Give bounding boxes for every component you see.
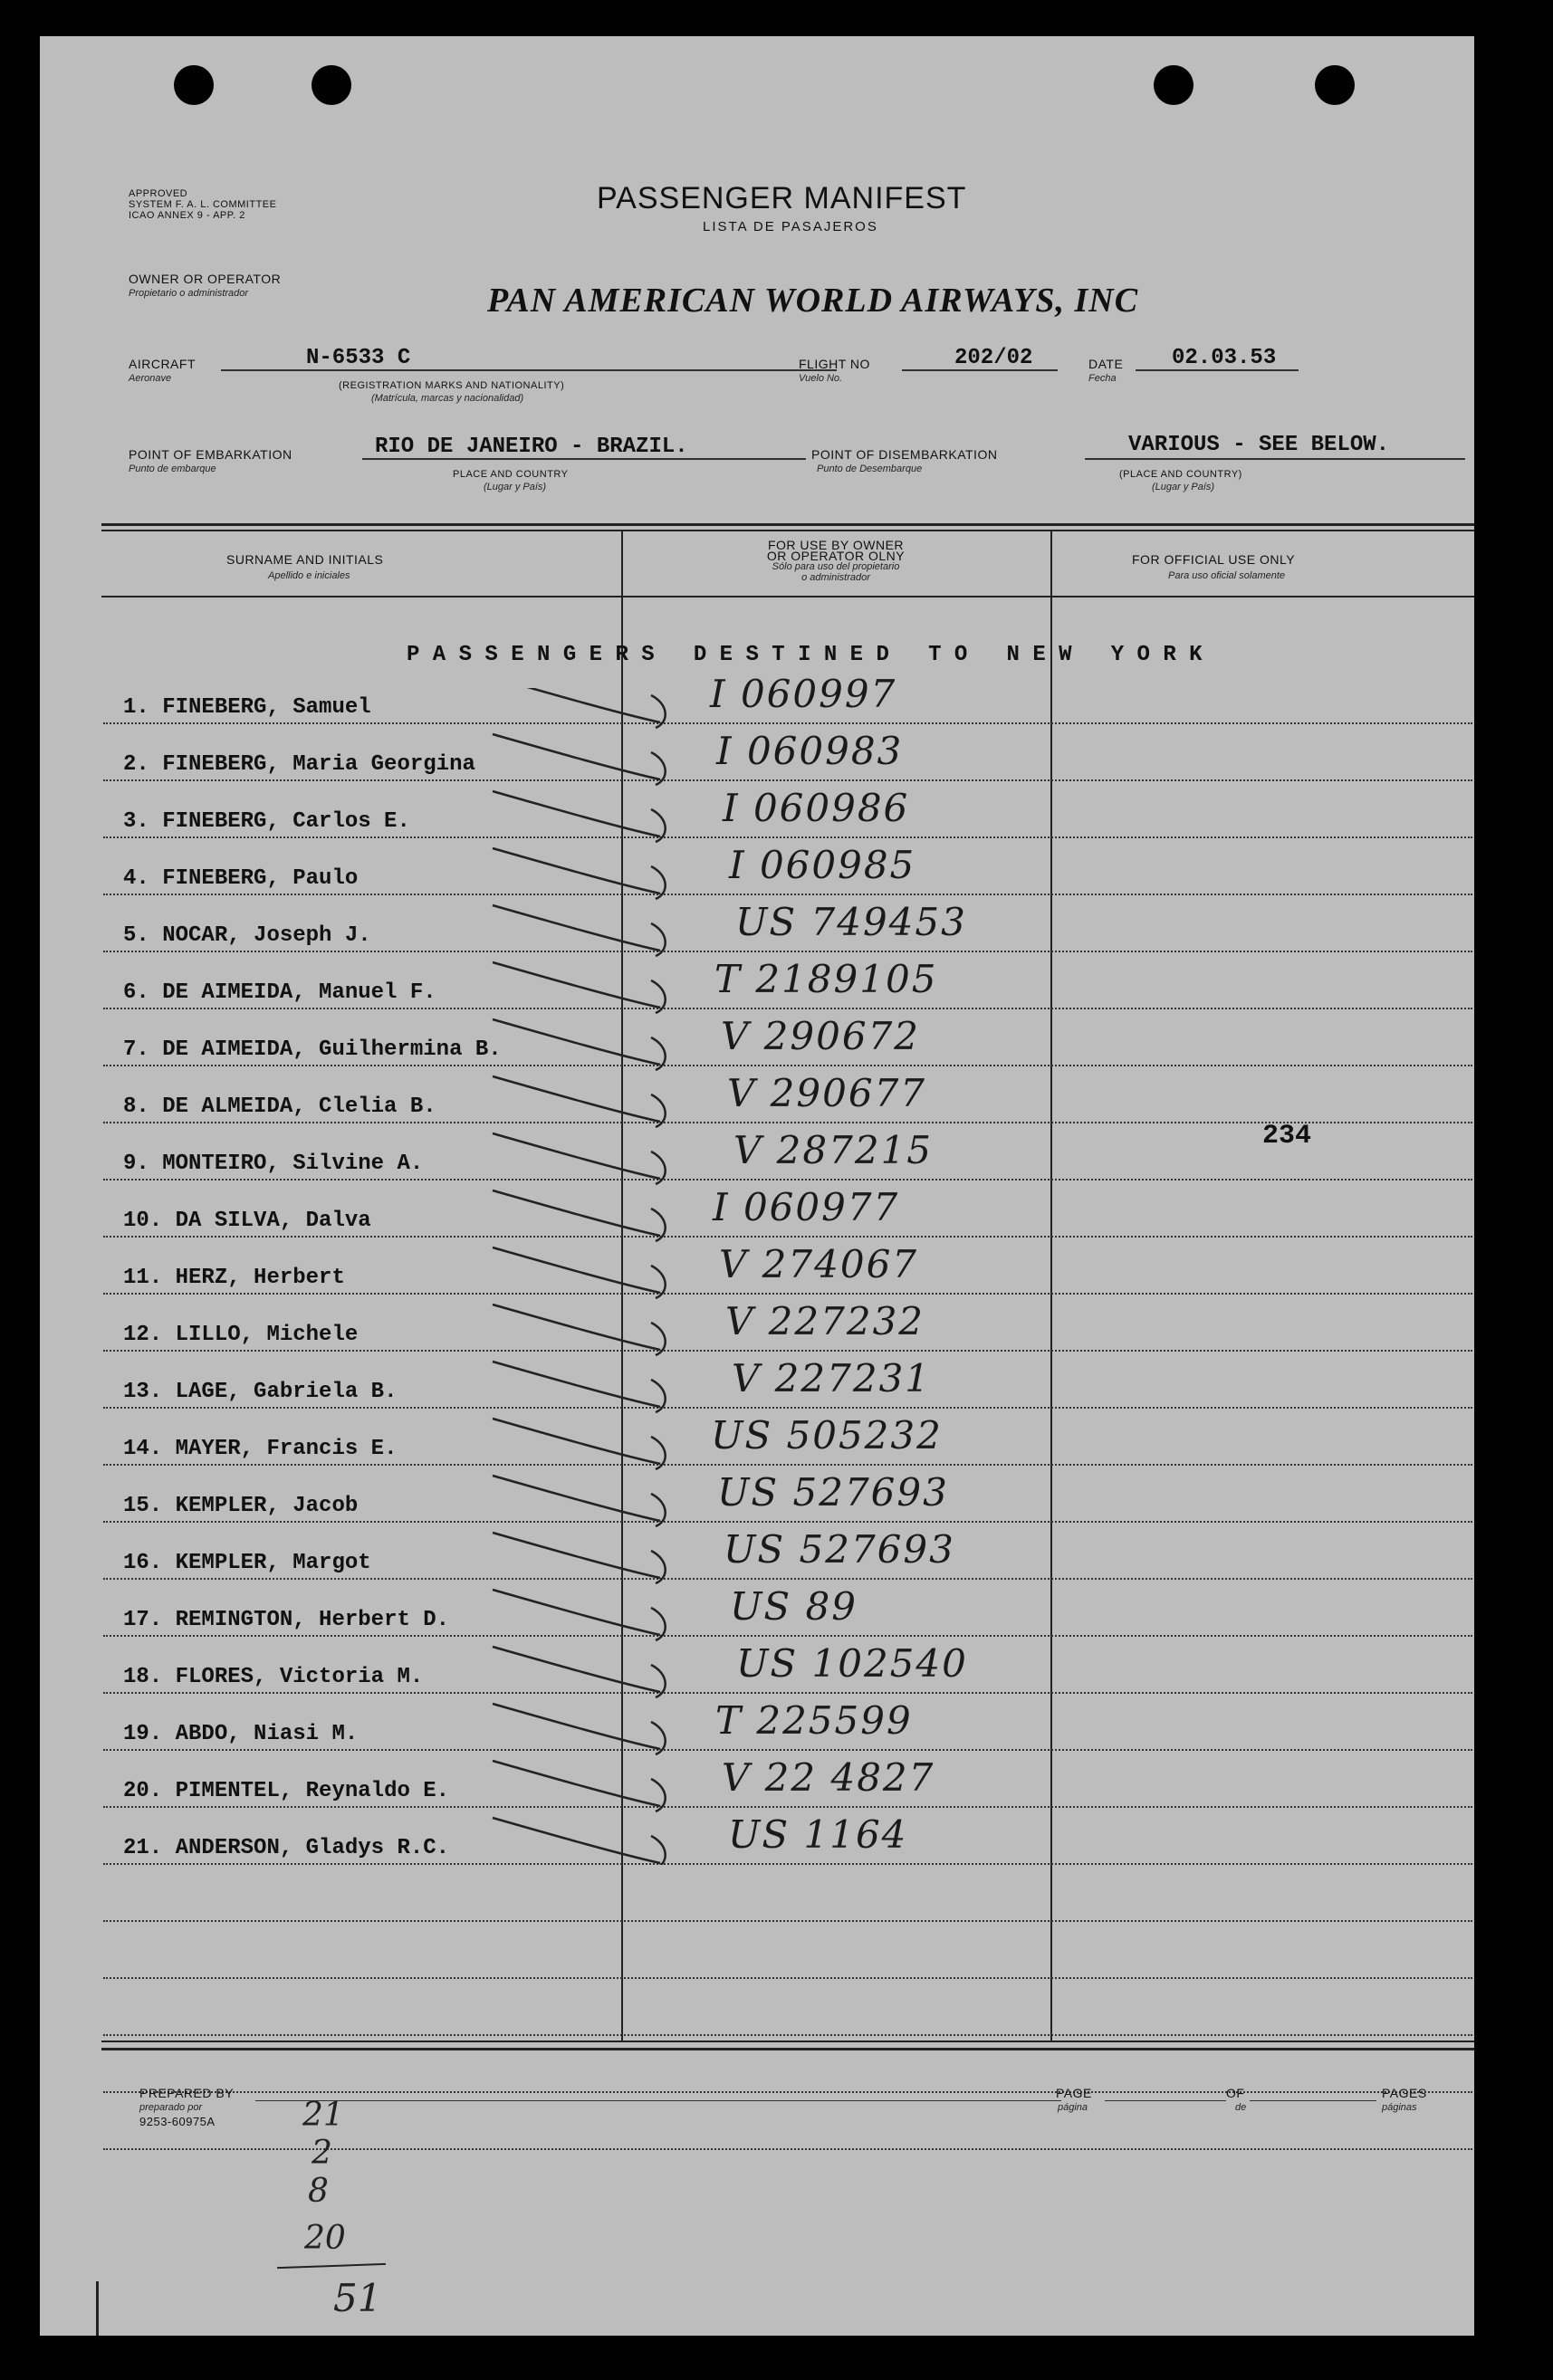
row-rule	[103, 1863, 1472, 1865]
passenger-name	[123, 1608, 449, 1632]
passenger-document-number: V 274067	[719, 1242, 919, 1286]
approval-line: ICAO ANNEX 9 - APP. 2	[129, 210, 245, 221]
flight-label: FLIGHT NO	[799, 357, 870, 371]
passenger-name	[123, 980, 436, 1005]
passenger-surname-initials: MONTEIRO, Silvine A.	[162, 1152, 424, 1176]
col-official-label: FOR OFFICIAL USE ONLY	[1132, 552, 1296, 567]
approval-line: SYSTEM F. A. L. COMMITTEE	[129, 199, 277, 210]
passenger-surname-initials: FINEBERG, Maria Georgina	[162, 752, 475, 777]
passenger-number: 2.	[123, 752, 149, 777]
passenger-document-number: I 060983	[716, 729, 904, 773]
passenger-number: 10.	[123, 1209, 163, 1233]
passenger-name	[123, 1551, 371, 1575]
passenger-name	[123, 1209, 371, 1233]
passenger-surname-initials: DE AIMEIDA, Manuel F.	[162, 980, 436, 1005]
owner-label: OWNER OR OPERATOR	[129, 272, 282, 286]
passenger-document-number: US 527693	[717, 1470, 949, 1515]
punch-hole	[1315, 65, 1355, 105]
pages-label-es: páginas	[1382, 2102, 1417, 2113]
aircraft-note-es: (Matrícula, marcas y nacionalidad)	[371, 393, 524, 404]
passenger-number: 6.	[123, 980, 149, 1005]
passenger-name	[123, 1094, 436, 1119]
row-rule	[103, 779, 1472, 781]
date-label-es: Fecha	[1088, 373, 1117, 384]
passenger-surname-initials: MAYER, Francis E.	[175, 1437, 398, 1461]
aircraft-note: (REGISTRATION MARKS AND NATIONALITY)	[339, 380, 565, 391]
owner-label-es: Propietario o administrador	[129, 288, 249, 299]
check-mark	[493, 791, 666, 842]
row-rule	[103, 1635, 1472, 1637]
aircraft-label-es: Aeronave	[129, 373, 172, 384]
row-rule	[103, 1008, 1472, 1009]
passenger-name	[123, 1152, 423, 1176]
row-rule	[103, 1179, 1472, 1180]
page-label-es: página	[1058, 2102, 1088, 2113]
aircraft-label: AIRCRAFT	[129, 357, 196, 371]
check-mark	[493, 688, 666, 728]
passenger-document-number: T 225599	[715, 1698, 913, 1743]
passenger-surname-initials: PIMENTEL, Reynaldo E.	[175, 1779, 450, 1803]
passenger-surname-initials: FLORES, Victoria M.	[175, 1665, 424, 1689]
page-title: PASSENGER MANIFEST	[597, 181, 967, 215]
passenger-surname-initials: REMINGTON, Herbert D.	[175, 1608, 450, 1632]
passenger-surname-initials: KEMPLER, Margot	[175, 1551, 371, 1575]
row-rule	[103, 2091, 1472, 2093]
passenger-name	[123, 1323, 358, 1347]
passenger-name	[123, 1437, 397, 1461]
row-rule	[103, 894, 1472, 895]
passenger-surname-initials: FINEBERG, Carlos E.	[162, 809, 410, 834]
passenger-name	[123, 1266, 345, 1290]
pages-label: PAGES	[1382, 2086, 1427, 2100]
passenger-surname-initials: DE AIMEIDA, Guilhermina B.	[162, 1037, 502, 1062]
embarkation-note: PLACE AND COUNTRY	[453, 469, 569, 480]
check-mark	[493, 848, 666, 899]
passenger-surname-initials: DA SILVA, Dalva	[175, 1209, 371, 1233]
passenger-number: 16.	[123, 1551, 163, 1575]
check-mark	[493, 962, 666, 1013]
row-rule	[103, 1293, 1472, 1295]
section-heading: P A S S E N G E R S D E S T I N E D T O N E W Y O R K	[407, 643, 1203, 667]
tally-value: 8	[308, 2173, 329, 2210]
check-mark	[493, 1019, 666, 1070]
row-rule	[103, 1407, 1472, 1409]
disembarkation-note-es: (Lugar y País)	[1152, 482, 1215, 492]
date-label: DATE	[1088, 357, 1124, 371]
embarkation-value: RIO DE JANEIRO - BRAZIL.	[375, 435, 688, 459]
passenger-document-number: V 290672	[721, 1014, 921, 1058]
passenger-number: 19.	[123, 1722, 163, 1746]
row-rule	[103, 951, 1472, 952]
passenger-document-number: V 287215	[733, 1128, 934, 1172]
passenger-number: 11.	[123, 1266, 163, 1290]
check-mark	[493, 1190, 666, 1241]
passenger-number: 9.	[123, 1152, 149, 1176]
check-marks-svg	[475, 688, 710, 1865]
passenger-number: 15.	[123, 1494, 163, 1518]
punch-hole	[174, 65, 214, 105]
row-rule	[103, 836, 1472, 838]
check-mark	[493, 905, 666, 956]
passenger-document-number: US 527693	[724, 1527, 955, 1572]
of-label: OF	[1226, 2086, 1245, 2100]
official-note: 234	[1262, 1121, 1312, 1152]
passenger-number: 3.	[123, 809, 149, 834]
passenger-document-number: V 227232	[725, 1299, 925, 1343]
check-mark	[493, 1647, 666, 1697]
check-mark	[493, 1761, 666, 1811]
passenger-name	[123, 1722, 358, 1746]
embarkation-note-es: (Lugar y País)	[484, 482, 547, 492]
check-mark	[493, 1533, 666, 1583]
manifest-page	[40, 36, 1474, 2336]
passenger-name	[123, 695, 371, 720]
row-rule	[103, 2034, 1472, 2036]
check-mark	[493, 1590, 666, 1640]
row-rule	[103, 1236, 1472, 1238]
passenger-number: 7.	[123, 1037, 149, 1062]
disembarkation-value: VARIOUS - SEE BELOW.	[1128, 433, 1390, 457]
of-label-es: de	[1235, 2102, 1247, 2113]
passenger-document-number: US 749453	[735, 900, 967, 944]
passenger-name	[123, 1494, 358, 1518]
tally-value: 20	[304, 2220, 346, 2257]
row-rule	[103, 1350, 1472, 1352]
passenger-name	[123, 1779, 449, 1803]
embarkation-label-es: Punto de embarque	[129, 464, 216, 474]
approval-line: APPROVED	[129, 188, 188, 199]
passenger-surname-initials: HERZ, Herbert	[175, 1266, 345, 1290]
passenger-document-number: I 060997	[710, 672, 897, 716]
check-mark	[493, 1247, 666, 1298]
passenger-document-number: V 290677	[727, 1071, 927, 1115]
passenger-document-number: V 227231	[732, 1356, 932, 1400]
col-surname-label-es: Apellido e iniciales	[268, 570, 350, 581]
prepared-by-label-es: preparado por	[139, 2102, 203, 2113]
tally-total: 51	[333, 2276, 382, 2320]
col-owner-use-header: FOR USE BY OWNER OR OPERATOR OLNY Sólo para uso del propietario o administrador	[766, 538, 906, 583]
passenger-surname-initials: NOCAR, Joseph J.	[162, 923, 371, 948]
passenger-number: 4.	[123, 866, 149, 891]
passenger-number: 20.	[123, 1779, 163, 1803]
check-mark	[493, 1076, 666, 1127]
passenger-surname-initials: FINEBERG, Paulo	[162, 866, 359, 891]
row-rule	[103, 1692, 1472, 1694]
date-value: 02.03.53	[1172, 346, 1277, 370]
passenger-name	[123, 923, 371, 948]
check-mark	[493, 1818, 666, 1865]
check-mark	[493, 1133, 666, 1184]
passenger-surname-initials: DE ALMEIDA, Clelia B.	[162, 1094, 436, 1119]
row-rule	[103, 1521, 1472, 1523]
tally-value: 21	[302, 2097, 344, 2134]
row-rule	[103, 2148, 1472, 2150]
owner-value: PAN AMERICAN WORLD AIRWAYS, INC	[487, 282, 1139, 320]
col-official-label-es: Para uso oficial solamente	[1168, 570, 1286, 581]
passenger-number: 8.	[123, 1094, 149, 1119]
passenger-surname-initials: FINEBERG, Samuel	[162, 695, 371, 720]
passenger-document-number: T 2189105	[714, 957, 938, 1001]
passenger-name	[123, 1037, 502, 1062]
row-rule	[103, 1920, 1472, 1922]
approval-block	[129, 188, 276, 221]
passenger-name	[123, 1665, 423, 1689]
passenger-document-number: V 22 4827	[722, 1755, 935, 1800]
check-mark	[493, 1704, 666, 1754]
passenger-number: 12.	[123, 1323, 163, 1347]
passenger-document-number: I 060977	[713, 1185, 900, 1229]
prepared-by-label: PREPARED BY	[139, 2086, 235, 2100]
embarkation-label: POINT OF EMBARKATION	[129, 447, 292, 462]
disembarkation-label: POINT OF DISEMBARKATION	[811, 447, 998, 462]
row-rule	[103, 1065, 1472, 1066]
passenger-document-number: US 505232	[711, 1413, 943, 1458]
disembarkation-label-es: Punto de Desembarque	[817, 464, 923, 474]
row-rule	[103, 722, 1472, 724]
check-mark	[493, 1476, 666, 1526]
row-rule	[103, 1806, 1472, 1808]
check-mark	[493, 1419, 666, 1469]
punch-hole	[312, 65, 351, 105]
passenger-number: 17.	[123, 1608, 163, 1632]
flight-label-es: Vuelo No.	[799, 373, 843, 384]
passenger-name	[123, 866, 358, 891]
check-mark	[493, 734, 666, 785]
tally-value: 2	[312, 2135, 332, 2172]
passenger-surname-initials: LILLO, Michele	[175, 1323, 359, 1347]
page-label: PAGE	[1056, 2086, 1092, 2100]
passenger-name	[123, 1836, 449, 1860]
passenger-name	[123, 1380, 397, 1404]
row-rule	[103, 1578, 1472, 1580]
row-rule	[103, 1749, 1472, 1751]
row-rule	[103, 1464, 1472, 1466]
check-mark	[493, 1305, 666, 1355]
flight-value: 202/02	[954, 346, 1033, 370]
passenger-surname-initials: KEMPLER, Jacob	[175, 1494, 359, 1518]
passenger-number: 13.	[123, 1380, 163, 1404]
disembarkation-note: (PLACE AND COUNTRY)	[1119, 469, 1242, 480]
passenger-number: 5.	[123, 923, 149, 948]
check-mark	[493, 1362, 666, 1412]
punch-hole	[1154, 65, 1194, 105]
col-surname-label: SURNAME AND INITIALS	[226, 552, 384, 567]
passenger-document-number: I 060985	[729, 843, 916, 887]
passenger-document-number: US 102540	[736, 1641, 968, 1686]
passenger-surname-initials: ANDERSON, Gladys R.C.	[175, 1836, 450, 1860]
passenger-name	[123, 752, 475, 777]
passenger-name	[123, 809, 410, 834]
passenger-number: 21.	[123, 1836, 163, 1860]
passenger-surname-initials: LAGE, Gabriela B.	[175, 1380, 398, 1404]
aircraft-value: N-6533 C	[306, 346, 411, 370]
passenger-surname-initials: ABDO, Niasi M.	[175, 1722, 359, 1746]
passenger-number: 1.	[123, 695, 149, 720]
passenger-number: 18.	[123, 1665, 163, 1689]
passenger-document-number: US 1164	[728, 1812, 908, 1857]
passenger-document-number: I 060986	[723, 786, 910, 830]
passenger-number: 14.	[123, 1437, 163, 1461]
row-rule	[103, 1977, 1472, 1979]
form-number: 9253-60975A	[139, 2115, 216, 2128]
page-subtitle: LISTA DE PASAJEROS	[703, 219, 878, 234]
passenger-document-number: US 89	[730, 1584, 858, 1629]
